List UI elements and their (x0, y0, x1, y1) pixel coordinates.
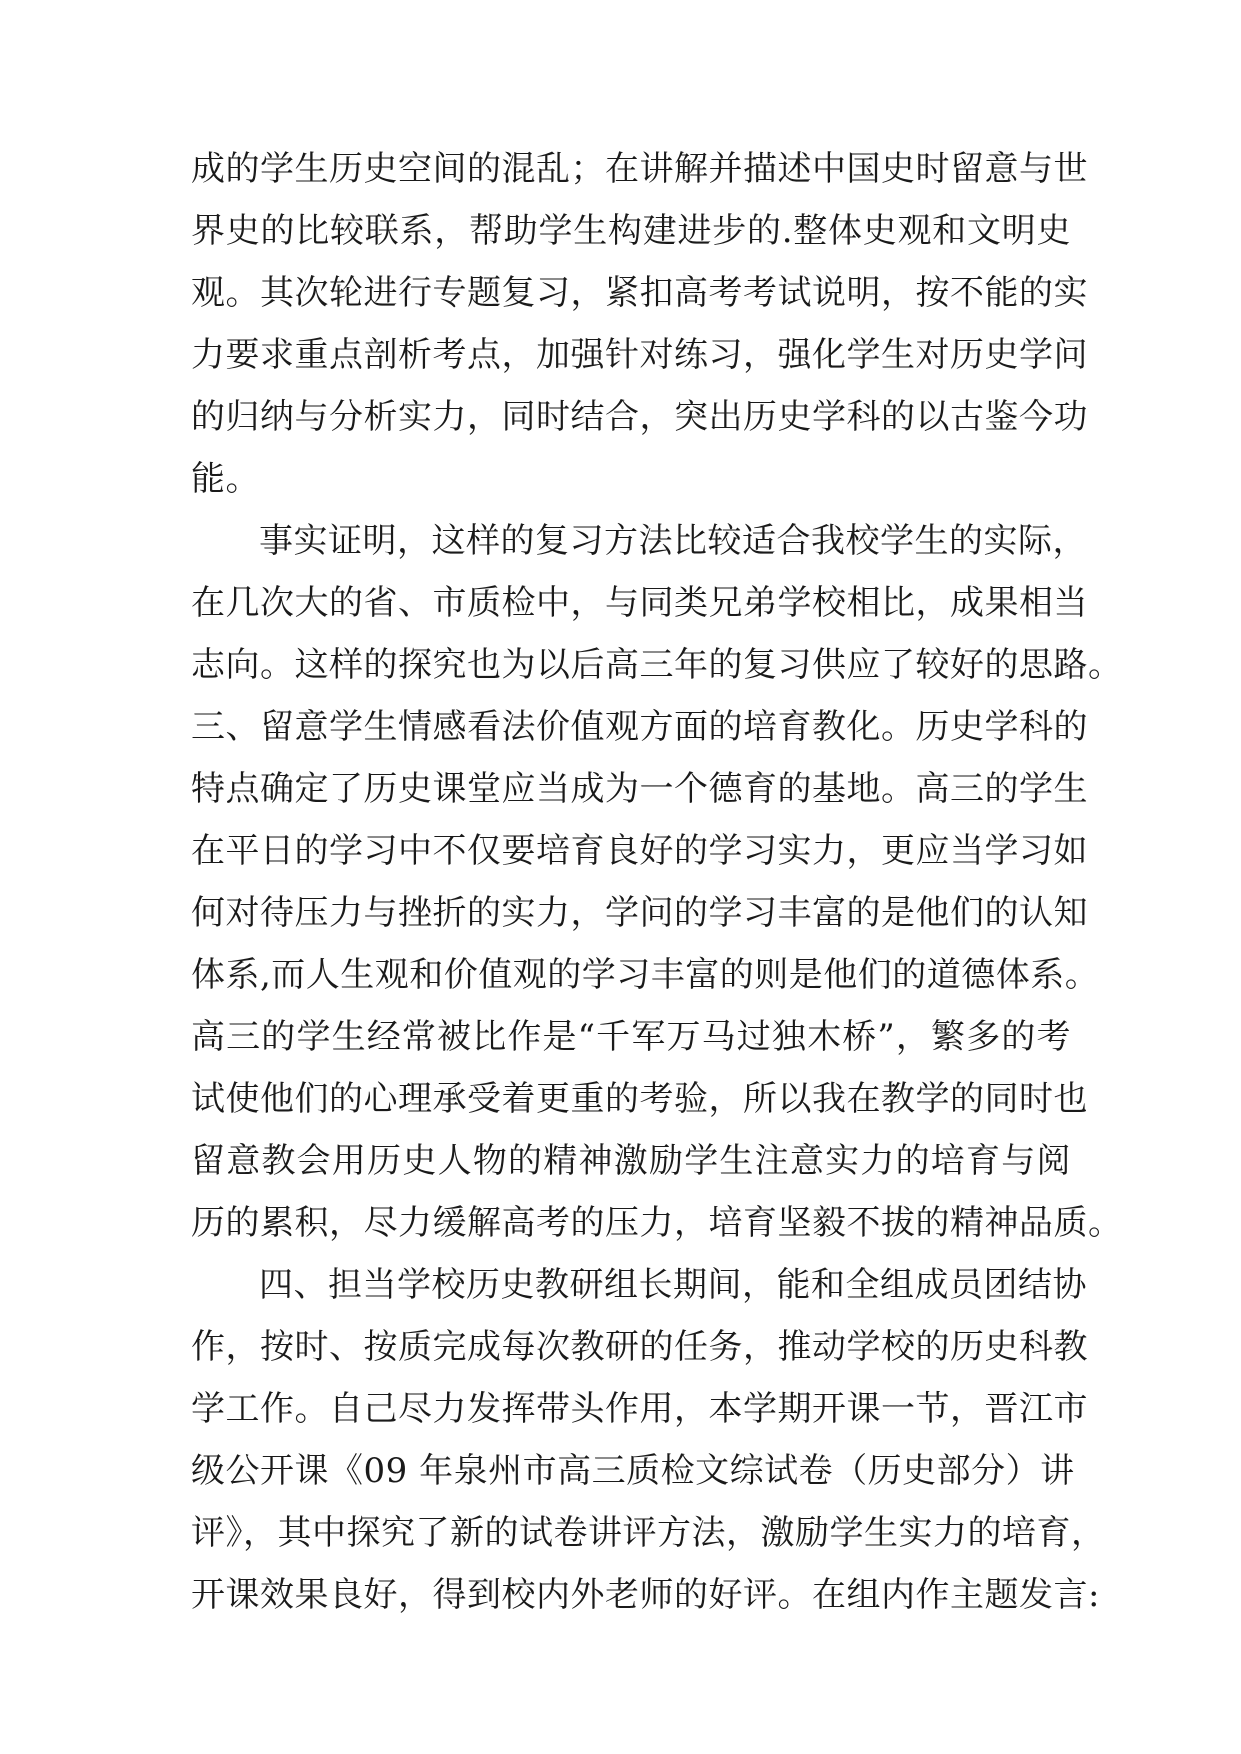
text-line: 观。其次轮进行专题复习，紧扣高考考试说明，按不能的实 (191, 273, 1088, 313)
text-line: 界史的比较联系，帮助学生构建进步的.整体史观和文明史 (191, 211, 1071, 251)
section-heading-line: 三、留意学生情感看法价值观方面的培育教化。历史学科的 (191, 707, 1088, 747)
text-line: 留意教会用历史人物的精神激励学生注意实力的培育与阅 (191, 1141, 1071, 1181)
text-line: 开课效果良好，得到校内外老师的好评。在组内作主题发言: (191, 1575, 1100, 1615)
paragraph-first-line: 四、担当学校历史教研组长期间，能和全组成员团结协 (259, 1265, 1087, 1305)
text-line: 成的学生历史空间的混乱；在讲解并描述中国史时留意与世 (191, 149, 1088, 189)
text-line: 试使他们的心理承受着更重的考验，所以我在教学的同时也 (191, 1079, 1088, 1119)
text-line: 级公开课《09 年泉州市高三质检文综试卷（历史部分）讲 (191, 1451, 1075, 1491)
text-line: 能。 (191, 459, 260, 499)
text-line: 特点确定了历史课堂应当成为一个德育的基地。高三的学生 (191, 769, 1088, 809)
paragraph-first-line: 事实证明，这样的复习方法比较适合我校学生的实际， (259, 521, 1087, 561)
text-line: 何对待压力与挫折的实力，学问的学习丰富的是他们的认知 (191, 893, 1088, 933)
text-line: 评》，其中探究了新的试卷讲评方法，激励学生实力的培育， (191, 1513, 1106, 1553)
text-line: 力要求重点剖析考点，加强针对练习，强化学生对历史学问 (191, 335, 1088, 375)
text-line: 作，按时、按质完成每次教研的任务，推动学校的历史科教 (191, 1327, 1088, 1367)
text-line: 在几次大的省、市质检中，与同类兄弟学校相比，成果相当 (191, 583, 1088, 623)
text-line: 在平日的学习中不仅要培育良好的学习实力，更应当学习如 (191, 831, 1088, 871)
text-line: 的归纳与分析实力，同时结合，突出历史学科的以古鉴今功 (191, 397, 1088, 437)
text-line: 历的累积，尽力缓解高考的压力，培育坚毅不拔的精神品质。 (191, 1203, 1123, 1243)
text-line: 高三的学生经常被比作是“千军万马过独木桥”，繁多的考 (191, 1017, 1071, 1057)
text-line: 学工作。自己尽力发挥带头作用，本学期开课一节，晋江市 (191, 1389, 1088, 1429)
text-line: 体系,而人生观和价值观的学习丰富的则是他们的道德体系。 (191, 955, 1100, 995)
text-line: 志向。这样的探究也为以后高三年的复习供应了较好的思路。 (191, 645, 1123, 685)
